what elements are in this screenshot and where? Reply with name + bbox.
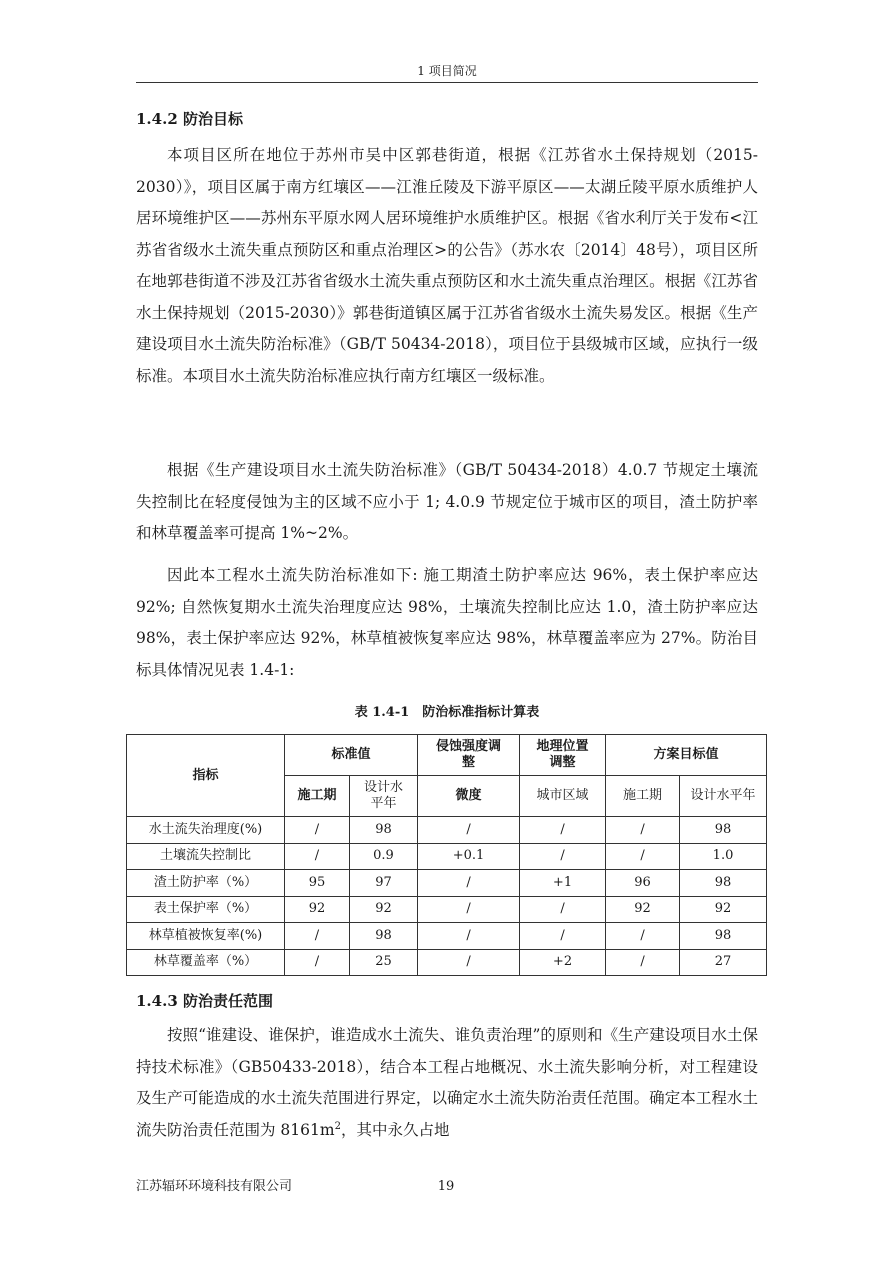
cell: / [418, 949, 520, 976]
table-caption: 表 1.4-1 防治标准指标计算表 [354, 705, 540, 720]
cell: / [418, 923, 520, 950]
area-unit-superscript: 2 [334, 1120, 341, 1132]
header-erosion-adjustment: 侵蚀强度调整 [418, 735, 520, 776]
cell: 98 [350, 923, 418, 950]
responsibility-text-tail: ，其中永久占地 [340, 1120, 450, 1139]
cell: / [418, 817, 520, 844]
cell: / [418, 870, 520, 897]
cell: 92 [350, 896, 418, 923]
cell: / [285, 949, 350, 976]
cell: 0.9 [350, 843, 418, 870]
cell-indicator: 表土保护率（%） [127, 896, 285, 923]
header-rule [136, 82, 758, 83]
header-target-value: 方案目标值 [606, 735, 767, 776]
cell: / [606, 923, 680, 950]
subheader-construction: 施工期 [285, 776, 350, 817]
cell-indicator: 土壤流失控制比 [127, 843, 285, 870]
paragraph-targets: 因此本工程水土流失防治标准如下: 施工期渣土防护率应达 96%，表土保护率应达 92%; 自然恢复期水土流失治理度应达 98%，土壤流失控制比应达 1.0，渣土防护率应达 98%，表土保护率应达 92%，林草植被恢复率应达 98%，林草覆盖率应为 27%。防治目标具体情况见表 1.4-1: [136, 566, 758, 679]
cell-indicator: 林草植被恢复率(%) [127, 923, 285, 950]
cell: / [606, 949, 680, 976]
cell: 92 [606, 896, 680, 923]
paragraph-responsibility-scope [136, 1020, 758, 1146]
table-row [127, 843, 767, 870]
cell-indicator: 渣土防护率（%） [127, 870, 285, 897]
section-heading-1-4-3: 1.4.3 防治责任范围 [136, 992, 273, 1010]
cell: / [285, 817, 350, 844]
cell: / [418, 896, 520, 923]
header-location-adjustment: 地理位置调整 [520, 735, 606, 776]
responsibility-text-main: 按照“谁建设、谁保护，谁造成水土流失、谁负责治理”的原则和《生产建设项目水土保持技术标准》（GB50433-2018），结合本工程占地概况、水土流失影响分析，对工程建设及生产可能造成的水土流失范围进行界定，以确定水土流失防治责任范围。确定本工程水土流失防治责任范围为 8161m [136, 1026, 758, 1139]
cell: / [520, 896, 606, 923]
header-standard-value: 标准值 [285, 735, 418, 776]
cell: 1.0 [680, 843, 767, 870]
subheader-target-design-year: 设计水平年 [680, 776, 767, 817]
section-heading-1-4-2: 1.4.2 防治目标 [136, 110, 243, 128]
cell: 98 [680, 870, 767, 897]
cell: +0.1 [418, 843, 520, 870]
footer-company: 江苏辐环环境科技有限公司 [136, 1179, 293, 1194]
cell: / [285, 843, 350, 870]
subheader-target-construction: 施工期 [606, 776, 680, 817]
subheader-urban: 城市区域 [520, 776, 606, 817]
header-indicator: 指标 [127, 735, 285, 817]
cell: / [520, 817, 606, 844]
cell: 97 [350, 870, 418, 897]
table-row [127, 949, 767, 976]
cell: 25 [350, 949, 418, 976]
cell: / [606, 817, 680, 844]
cell: +1 [520, 870, 606, 897]
cell: / [285, 923, 350, 950]
prevention-standard-table [126, 734, 767, 976]
cell: 98 [680, 923, 767, 950]
cell: 92 [680, 896, 767, 923]
cell: / [520, 923, 606, 950]
table-row [127, 896, 767, 923]
cell: 96 [606, 870, 680, 897]
cell-indicator: 林草覆盖率（%） [127, 949, 285, 976]
paragraph-location: 本项目区所在地位于苏州市吴中区郭巷街道，根据《江苏省水土保持规划（2015-2030）》，项目区属于南方红壤区——江淮丘陵及下游平原区——太湖丘陵平原水质维护人居环境维护区——苏州东平原水网人居环境维护水质维护区。根据《省水利厅关于发布<江苏省省级水土流失重点预防区和重点治理区>的公告》（苏水农〔2014〕48号），项目区所在地郭巷街道不涉及江苏省省级水土流失重点预防区和水土流失重点治理区。根据《江苏省水土保持规划（2015-2030）》郭巷街道镇区属于江苏省省级水土流失易发区。根据《生产建设项目水土流失防治标准》（GB/T 50434-2018），项目位于县级城市区域，应执行一级标准。本项目水土流失防治标准应执行南方红壤区一级标准。 [136, 146, 758, 385]
cell: 98 [680, 817, 767, 844]
paragraph-standard-basis: 根据《生产建设项目水土流失防治标准》（GB/T 50434-2018）4.0.7 节规定土壤流失控制比在轻度侵蚀为主的区域不应小于 1; 4.0.9 节规定位于城市区的项目，渣土防护率和林草覆盖率可提高 1%~2%。 [136, 461, 758, 542]
cell: / [520, 843, 606, 870]
table-row [127, 817, 767, 844]
page-number: 19 [437, 1179, 455, 1194]
table-header-row [127, 735, 767, 776]
subheader-design-year: 设计水平年 [350, 776, 418, 817]
table-row [127, 870, 767, 897]
cell: 27 [680, 949, 767, 976]
cell: 98 [350, 817, 418, 844]
table-row [127, 923, 767, 950]
cell: / [606, 843, 680, 870]
cell: 95 [285, 870, 350, 897]
subheader-slight: 微度 [418, 776, 520, 817]
cell: 92 [285, 896, 350, 923]
cell-indicator: 水土流失治理度(%) [127, 817, 285, 844]
cell: +2 [520, 949, 606, 976]
running-header: 1 项目简况 [417, 64, 477, 78]
